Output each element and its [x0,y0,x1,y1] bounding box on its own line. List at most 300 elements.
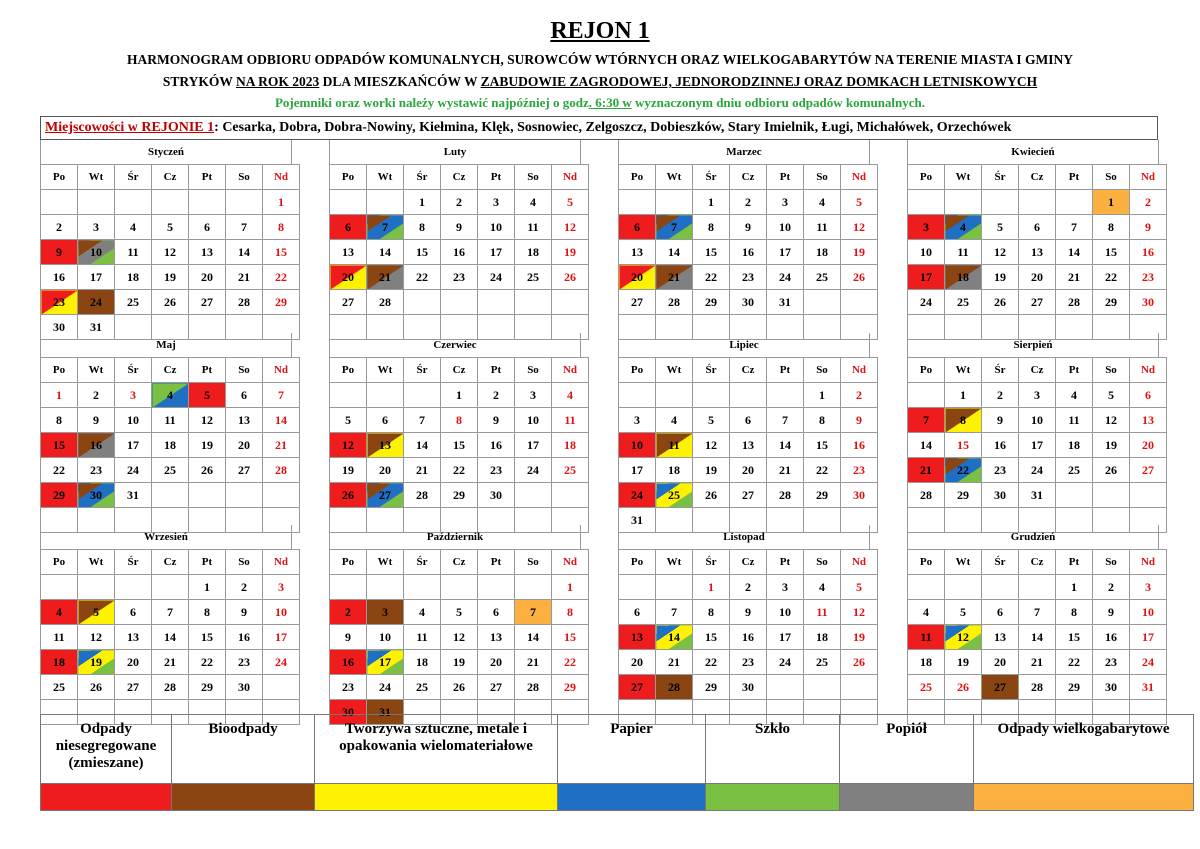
calendar-day: 12 [841,600,878,625]
weekday-header: Po [330,550,367,575]
calendar-day: 24 [115,458,152,483]
calendar-day: 8 [1093,215,1130,240]
calendar-day: 23 [78,458,115,483]
calendar-day: 25 [1056,458,1093,483]
weekday-header: Nd [263,550,300,575]
calendar-day: 2 [226,575,263,600]
empty-cell [767,383,804,408]
calendar-day: 2 [78,383,115,408]
legend-swatch [840,784,974,811]
calendar-day: 7 [767,408,804,433]
calendar-day: 9 [478,408,515,433]
calendar-day: 13 [1019,240,1056,265]
calendar-day: 30 [1093,675,1130,700]
calendar-day: 10 [1130,600,1167,625]
month-3 [618,140,870,340]
weekday-header: Wt [656,550,693,575]
calendar-day: 18 [404,650,441,675]
calendar-day: 6 [619,600,656,625]
calendar-day: 9 [1130,215,1167,240]
calendar-day: 14 [152,625,189,650]
collection-day: 16 [330,650,367,675]
calendar-day: 17 [515,433,552,458]
empty-cell [478,575,515,600]
calendar-day: 29 [441,483,478,508]
weekday-header: Nd [841,165,878,190]
collection-time-note: Pojemniki oraz worki należy wystawić najpóźniej o godz. 6:30 w wyznaczonym dniu odbioru odpadów komunalnych. [274,95,926,110]
calendar-day: 12 [1093,408,1130,433]
calendar-day: 2 [1093,575,1130,600]
empty-cell [730,383,767,408]
calendar-day: 2 [730,190,767,215]
calendar-day: 11 [804,215,841,240]
month-name: Grudzień [907,525,1159,549]
empty-cell [78,575,115,600]
calendar-day: 25 [152,458,189,483]
empty-cell [619,190,656,215]
calendar-day: 29 [693,290,730,315]
month-name: Luty [329,140,581,164]
calendar-day: 1 [552,575,589,600]
weekday-header: Nd [263,358,300,383]
calendar-day: 5 [982,215,1019,240]
legend-label: Odpady wielkogabarytowe [974,715,1194,784]
legend-label: Odpady niesegregowane (zmieszane) [41,715,172,784]
calendar-day: 5 [945,600,982,625]
calendar-day: 12 [982,240,1019,265]
calendar-day: 6 [1130,383,1167,408]
weekday-header: Śr [404,550,441,575]
weekday-header: Śr [693,165,730,190]
calendar-day: 1 [41,383,78,408]
calendar-day: 2 [41,215,78,240]
calendar-day: 13 [730,433,767,458]
weekday-header: So [1093,550,1130,575]
legend-label: Tworzywa sztuczne, metale i opakowania wielomateriałowe [315,715,558,784]
schedule-heading-line1: HARMONOGRAM ODBIORU ODPADÓW KOMUNALNYCH, SUROWCÓW WTÓRNYCH ORAZ WIELKOGABARYTÓW NA TERENIE MIASTA I GMINY [127,52,1073,67]
calendar-day: 24 [263,650,300,675]
calendar-day: 22 [441,458,478,483]
calendar-day: 28 [656,290,693,315]
month-8 [907,333,1159,533]
empty-cell [330,190,367,215]
calendar-day: 12 [841,215,878,240]
calendar-day: 7 [152,600,189,625]
calendar-day: 19 [189,433,226,458]
calendar-day: 23 [226,650,263,675]
calendar-day: 29 [1056,675,1093,700]
weekday-header: Po [619,165,656,190]
calendar-day: 28 [226,290,263,315]
empty-cell [656,575,693,600]
calendar-day: 27 [115,675,152,700]
weekday-header: Nd [552,550,589,575]
calendar-day: 23 [478,458,515,483]
collection-day: 27 [982,675,1019,700]
collection-day: 22 [945,458,982,483]
calendar-day: 22 [804,458,841,483]
calendar-day: 26 [552,265,589,290]
empty-cell [441,575,478,600]
empty-cell [552,290,589,315]
calendar-day: 29 [552,675,589,700]
calendar-day: 23 [441,265,478,290]
legend-swatch [974,784,1194,811]
weekday-header: Wt [945,165,982,190]
calendar-day: 22 [552,650,589,675]
calendar-day: 25 [908,675,945,700]
region-places-list: : Cesarka, Dobra, Dobra-Nowiny, Kiełmina, Klęk, Sosnowiec, Zelgoszcz, Dobieszków, Stary Imielnik, Ługi, Michałówek, Orzechówek [214,120,1012,135]
calendar-day: 15 [693,625,730,650]
calendar-day: 22 [404,265,441,290]
calendar-day: 4 [656,408,693,433]
calendar-day: 24 [1130,650,1167,675]
calendar-day: 9 [1093,600,1130,625]
calendar-day: 29 [693,675,730,700]
calendar-day: 15 [263,240,300,265]
collection-day: 4 [41,600,78,625]
calendar-day: 5 [841,190,878,215]
weekday-header: So [1093,165,1130,190]
weekday-header: Cz [1019,550,1056,575]
weekday-header: Po [41,165,78,190]
calendar-day: 20 [982,650,1019,675]
calendar-day: 18 [908,650,945,675]
calendar-day: 14 [515,625,552,650]
calendar-day: 8 [189,600,226,625]
empty-cell [152,575,189,600]
calendar-day: 2 [441,190,478,215]
calendar-day: 27 [730,483,767,508]
calendar-day: 5 [1093,383,1130,408]
calendar-day: 24 [767,650,804,675]
calendar-day: 6 [478,600,515,625]
calendar-day: 5 [841,575,878,600]
calendar-day: 1 [441,383,478,408]
weekday-header: Pt [478,358,515,383]
collection-day: 8 [945,408,982,433]
calendar-day: 16 [841,433,878,458]
collection-day: 28 [656,675,693,700]
weekday-header: Śr [982,358,1019,383]
month-4 [907,140,1159,340]
collection-day: 16 [78,433,115,458]
empty-cell [367,383,404,408]
calendar-day: 26 [189,458,226,483]
calendar-day: 22 [263,265,300,290]
calendar-day: 20 [1019,265,1056,290]
collection-day: 7 [656,215,693,240]
calendar-day: 25 [945,290,982,315]
calendar-day: 25 [552,458,589,483]
calendar-day: 20 [478,650,515,675]
calendar-day: 31 [115,483,152,508]
calendar-day: 28 [152,675,189,700]
collection-day: 27 [367,483,404,508]
weekday-header: Pt [1056,165,1093,190]
schedule-heading-line2: STRYKÓW NA ROK 2023 DLA MIESZKAŃCÓW W ZABUDOWIE ZAGRODOWEJ, JEDNORODZINNEJ ORAZ DOMKACH LETNISKOWYCH [162,74,1038,89]
calendar-day: 10 [515,408,552,433]
calendar-day: 18 [152,433,189,458]
month-name: Lipiec [618,333,870,357]
calendar-day: 6 [226,383,263,408]
empty-cell [263,675,300,700]
calendar-day: 14 [908,433,945,458]
calendar-day: 19 [841,240,878,265]
calendar-day: 1 [189,575,226,600]
weekday-header: Śr [115,165,152,190]
calendar-day: 30 [478,483,515,508]
month-name: Kwiecień [907,140,1159,164]
calendar-day: 14 [404,433,441,458]
calendar-day: 24 [478,265,515,290]
calendar-day: 19 [841,625,878,650]
calendar-day: 3 [1130,575,1167,600]
calendar-day: 13 [982,625,1019,650]
region-places-label: Miejscowości w REJONIE 1 [45,120,215,135]
calendar-day: 27 [189,290,226,315]
calendar-day: 19 [1093,433,1130,458]
calendar-day: 15 [189,625,226,650]
calendar-day: 8 [441,408,478,433]
calendar-day: 9 [441,215,478,240]
calendar-day: 11 [552,408,589,433]
calendar-day: 18 [1056,433,1093,458]
weekday-header: Cz [152,165,189,190]
calendar-day: 17 [767,625,804,650]
empty-cell [189,190,226,215]
calendar-day: 30 [730,675,767,700]
calendar-day: 13 [226,408,263,433]
calendar-day: 21 [152,650,189,675]
calendar-day: 19 [552,240,589,265]
calendar-day: 10 [115,408,152,433]
weekday-header: Śr [404,358,441,383]
calendar-day: 18 [804,625,841,650]
empty-cell [263,483,300,508]
calendar-day: 28 [367,290,404,315]
weekday-header: Nd [1130,358,1167,383]
weekday-header: Nd [841,358,878,383]
calendar-day: 21 [767,458,804,483]
collection-day: 7 [367,215,404,240]
weekday-header: Cz [152,550,189,575]
calendar-day: 18 [115,265,152,290]
empty-cell [1019,190,1056,215]
calendar-day: 5 [152,215,189,240]
calendar-day: 23 [982,458,1019,483]
calendar-day: 31 [78,315,115,340]
collection-day: 19 [78,650,115,675]
calendar-day: 12 [441,625,478,650]
calendar-day: 6 [1019,215,1056,240]
empty-cell [515,290,552,315]
calendar-day: 5 [330,408,367,433]
collection-day: 25 [656,483,693,508]
calendar-day: 7 [404,408,441,433]
calendar-day: 25 [515,265,552,290]
calendar-day: 10 [908,240,945,265]
calendar-day: 6 [115,600,152,625]
calendar-day: 3 [1019,383,1056,408]
calendar-day: 28 [263,458,300,483]
month-name: Marzec [618,140,870,164]
weekday-header: Cz [1019,165,1056,190]
collection-day: 2 [330,600,367,625]
calendar-day: 11 [804,600,841,625]
month-10 [329,525,581,725]
calendar-day: 14 [1056,240,1093,265]
collection-day: 21 [656,265,693,290]
weekday-header: Śr [115,358,152,383]
calendar-day: 21 [1056,265,1093,290]
weekday-header: Pt [1056,550,1093,575]
weekday-header: Cz [730,358,767,383]
calendar-day: 13 [1130,408,1167,433]
empty-cell [1130,483,1167,508]
calendar-day: 25 [41,675,78,700]
weekday-header: Pt [767,550,804,575]
calendar-day: 15 [804,433,841,458]
empty-cell [656,383,693,408]
weekday-header: Śr [115,550,152,575]
calendar-day: 4 [804,190,841,215]
calendar-day: 8 [693,215,730,240]
month-name: Maj [40,333,292,357]
collection-day: 24 [78,290,115,315]
collection-day: 20 [619,265,656,290]
calendar-day: 7 [656,600,693,625]
legend-swatch [41,784,172,811]
month-11 [618,525,870,725]
calendar-day: 14 [367,240,404,265]
calendar-day: 17 [619,458,656,483]
empty-cell [1019,575,1056,600]
empty-cell [515,575,552,600]
calendar-day: 9 [730,215,767,240]
calendar-day: 10 [478,215,515,240]
calendar-day: 1 [693,575,730,600]
collection-day: 31 [367,700,404,725]
calendar-day: 30 [982,483,1019,508]
calendar-day: 3 [767,190,804,215]
calendar-day: 11 [41,625,78,650]
collection-day: 1 [1093,190,1130,215]
collection-day: 29 [41,483,78,508]
calendar-day: 9 [330,625,367,650]
empty-cell [804,675,841,700]
calendar-day: 23 [330,675,367,700]
weekday-header: Śr [693,550,730,575]
empty-cell [1056,190,1093,215]
calendar-day: 26 [693,483,730,508]
month-name: Sierpień [907,333,1159,357]
month-2 [329,140,581,340]
calendar-day: 24 [1019,458,1056,483]
weekday-header: So [804,165,841,190]
calendar-day: 31 [767,290,804,315]
weekday-header: Wt [656,165,693,190]
empty-cell [619,575,656,600]
empty-cell [619,383,656,408]
weekday-header: So [804,550,841,575]
collection-day: 4 [945,215,982,240]
weekday-header: Pt [1056,358,1093,383]
calendar-day: 22 [693,265,730,290]
month-name: Czerwiec [329,333,581,357]
calendar-day: 15 [552,625,589,650]
month-12 [907,525,1159,725]
empty-cell [908,383,945,408]
collection-day: 14 [656,625,693,650]
month-name: Listopad [618,525,870,549]
calendar-day: 11 [515,215,552,240]
month-5 [40,333,292,533]
calendar-day: 10 [767,600,804,625]
calendar-day: 26 [78,675,115,700]
weekday-header: Wt [656,358,693,383]
weekday-header: Cz [730,165,767,190]
calendar-day: 5 [693,408,730,433]
calendar-day: 20 [189,265,226,290]
calendar-day: 12 [78,625,115,650]
collection-day: 17 [367,650,404,675]
calendar-day: 13 [478,625,515,650]
calendar-day: 30 [1130,290,1167,315]
calendar-day: 6 [189,215,226,240]
collection-day: 5 [189,383,226,408]
collection-day: 20 [330,265,367,290]
empty-cell [945,190,982,215]
calendar-day: 2 [478,383,515,408]
legend-label: Szkło [706,715,840,784]
calendar-day: 31 [1019,483,1056,508]
empty-cell [330,575,367,600]
calendar-day: 27 [619,290,656,315]
empty-cell [767,675,804,700]
weekday-header: Po [908,358,945,383]
calendar-day: 26 [841,650,878,675]
weekday-header: Cz [441,358,478,383]
calendar-day: 21 [515,650,552,675]
weekday-header: So [1093,358,1130,383]
empty-cell [41,190,78,215]
region-places [40,116,1158,140]
calendar-day: 30 [41,315,78,340]
calendar-day: 16 [730,240,767,265]
calendar-day: 1 [693,190,730,215]
page-title: REJON 1 [550,18,650,44]
calendar-day: 3 [515,383,552,408]
empty-cell [115,190,152,215]
calendar-day: 31 [619,508,656,533]
calendar-day: 31 [1130,675,1167,700]
weekday-header: Nd [263,165,300,190]
weekday-header: Cz [730,550,767,575]
calendar-day: 7 [263,383,300,408]
weekday-header: Wt [78,165,115,190]
calendar-day: 3 [478,190,515,215]
collection-day: 27 [619,675,656,700]
weekday-header: Wt [78,358,115,383]
calendar-day: 18 [552,433,589,458]
calendar-day: 8 [404,215,441,240]
empty-cell [404,575,441,600]
weekday-header: Wt [945,358,982,383]
calendar-day: 4 [404,600,441,625]
calendar-day: 20 [1130,433,1167,458]
calendar-day: 3 [767,575,804,600]
